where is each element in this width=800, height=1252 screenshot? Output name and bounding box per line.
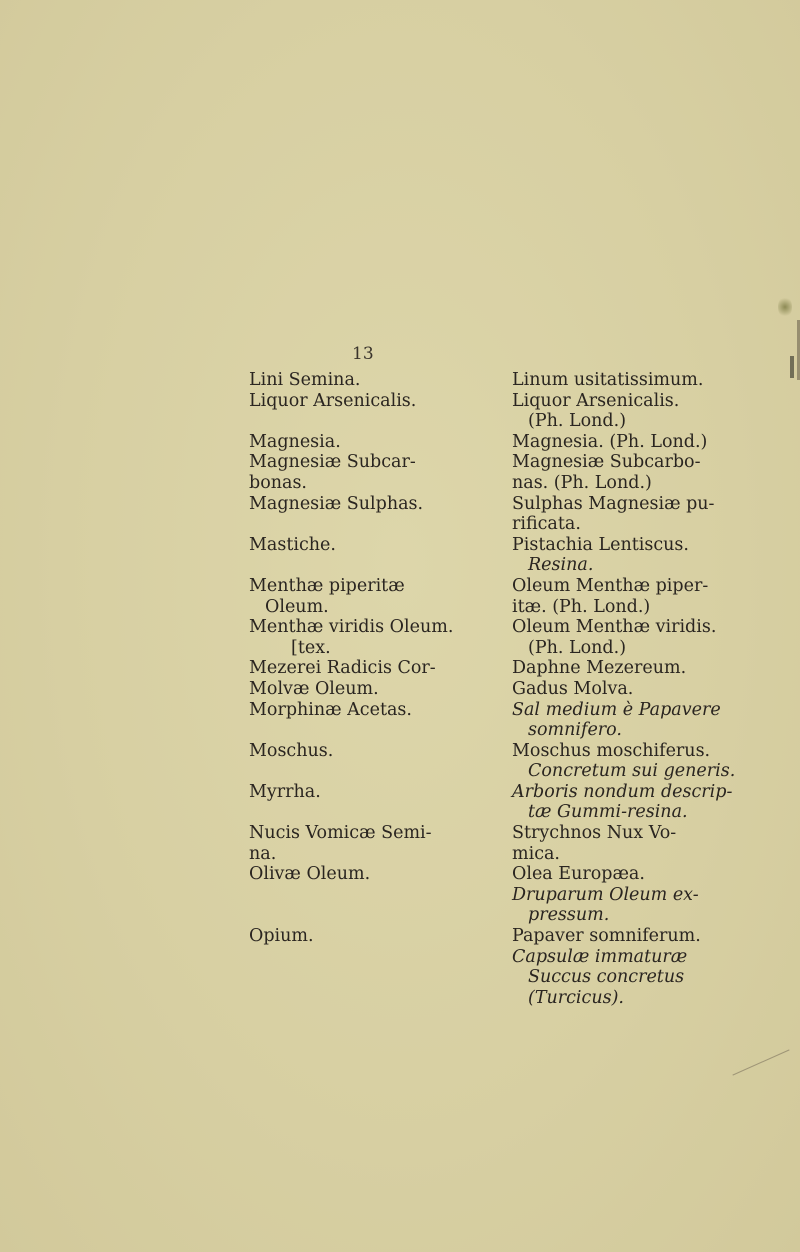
- page-number: 13: [352, 344, 374, 364]
- left-column: [249, 370, 509, 947]
- left-column-line: [tex.: [291, 637, 331, 658]
- right-column-line: rificata.: [512, 514, 581, 535]
- left-column-line: Magnesiæ Sulphas.: [249, 493, 424, 514]
- left-column-line: Oleum.: [265, 596, 329, 617]
- left-column-line: [249, 555, 509, 576]
- right-column-line: Sal medium è Papavere: [512, 699, 721, 720]
- right-column-line: Resina.: [528, 555, 594, 576]
- left-column-line: [249, 885, 509, 906]
- left-column-line: Morphinæ Acetas.: [249, 699, 412, 720]
- right-column-line: (Ph. Lond.): [528, 637, 627, 658]
- right-column-line: Strychnos Nux Vo-: [512, 823, 677, 844]
- right-column-line: Magnesia. (Ph. Lond.): [512, 431, 708, 452]
- right-column-line: Olea Europæa.: [512, 864, 645, 885]
- left-column-line: Lini Semina.: [249, 370, 361, 390]
- right-column-line: itæ. (Ph. Lond.): [512, 596, 651, 617]
- left-column-line: Liquor Arsenicalis.: [249, 390, 417, 411]
- stain-mark: [778, 296, 792, 318]
- right-column-line: pressum.: [528, 905, 610, 926]
- left-column-line: [249, 411, 509, 432]
- left-column-line: Olivæ Oleum.: [249, 864, 371, 885]
- right-column-line: nas. (Ph. Lond.): [512, 472, 652, 493]
- right-column-line: Oleum Menthæ piper-: [512, 575, 709, 596]
- ink-mark: [790, 356, 794, 378]
- right-column-line: Liquor Arsenicalis.: [512, 390, 680, 411]
- right-column-line: Moschus moschiferus.: [512, 740, 711, 761]
- right-column-line: Arboris nondum descrip-: [512, 781, 733, 802]
- left-column-line: na.: [249, 843, 277, 864]
- right-column-line: mica.: [512, 843, 560, 864]
- left-column-line: Magnesia.: [249, 431, 341, 452]
- right-column-line: Oleum Menthæ viridis.: [512, 617, 717, 638]
- left-column-line: Opium.: [249, 926, 314, 947]
- left-column-line: Myrrha.: [249, 781, 321, 802]
- left-column-line: [249, 802, 509, 823]
- right-column-line: Sulphas Magnesiæ pu-: [512, 493, 715, 514]
- left-column-line: Menthæ viridis Oleum.: [249, 617, 454, 638]
- right-column-line: Succus concretus: [528, 967, 685, 988]
- right-column-line: Capsulæ immaturæ: [512, 946, 688, 967]
- left-column-line: Moschus.: [249, 740, 334, 761]
- left-column-line: Mastiche.: [249, 534, 336, 555]
- left-column-line: Menthæ piperitæ: [249, 575, 405, 596]
- right-column: [512, 370, 762, 1008]
- right-column-line: Linum usitatissimum.: [512, 370, 704, 390]
- left-column-line: [249, 720, 509, 741]
- right-column-line: Magnesiæ Subcarbo-: [512, 452, 701, 473]
- right-column-line: somnifero.: [528, 720, 622, 741]
- right-column-line: tæ Gummi-resina.: [528, 802, 688, 823]
- right-column-line: Druparum Oleum ex-: [512, 884, 699, 905]
- right-column-line: Daphne Mezereum.: [512, 658, 687, 679]
- left-column-line: Molvæ Oleum.: [249, 678, 379, 699]
- right-column-line: Gadus Molva.: [512, 678, 634, 699]
- left-column-line: Nucis Vomicæ Semi-: [249, 823, 432, 844]
- right-column-line: Pistachia Lentiscus.: [512, 534, 689, 555]
- pencil-mark: [732, 1049, 789, 1075]
- right-column-line: Papaver somniferum.: [512, 926, 701, 947]
- left-column-line: Magnesiæ Subcar-: [249, 452, 416, 473]
- right-column-line: Concretum sui generis.: [528, 761, 736, 782]
- left-column-line: [249, 514, 509, 535]
- left-column-line: bonas.: [249, 472, 307, 493]
- right-column-line: (Ph. Lond.): [528, 411, 627, 432]
- left-column-line: [249, 905, 509, 926]
- left-column-line: Mezerei Radicis Cor-: [249, 658, 436, 679]
- right-column-line: (Turcicus).: [528, 987, 624, 1008]
- left-column-line: [249, 761, 509, 782]
